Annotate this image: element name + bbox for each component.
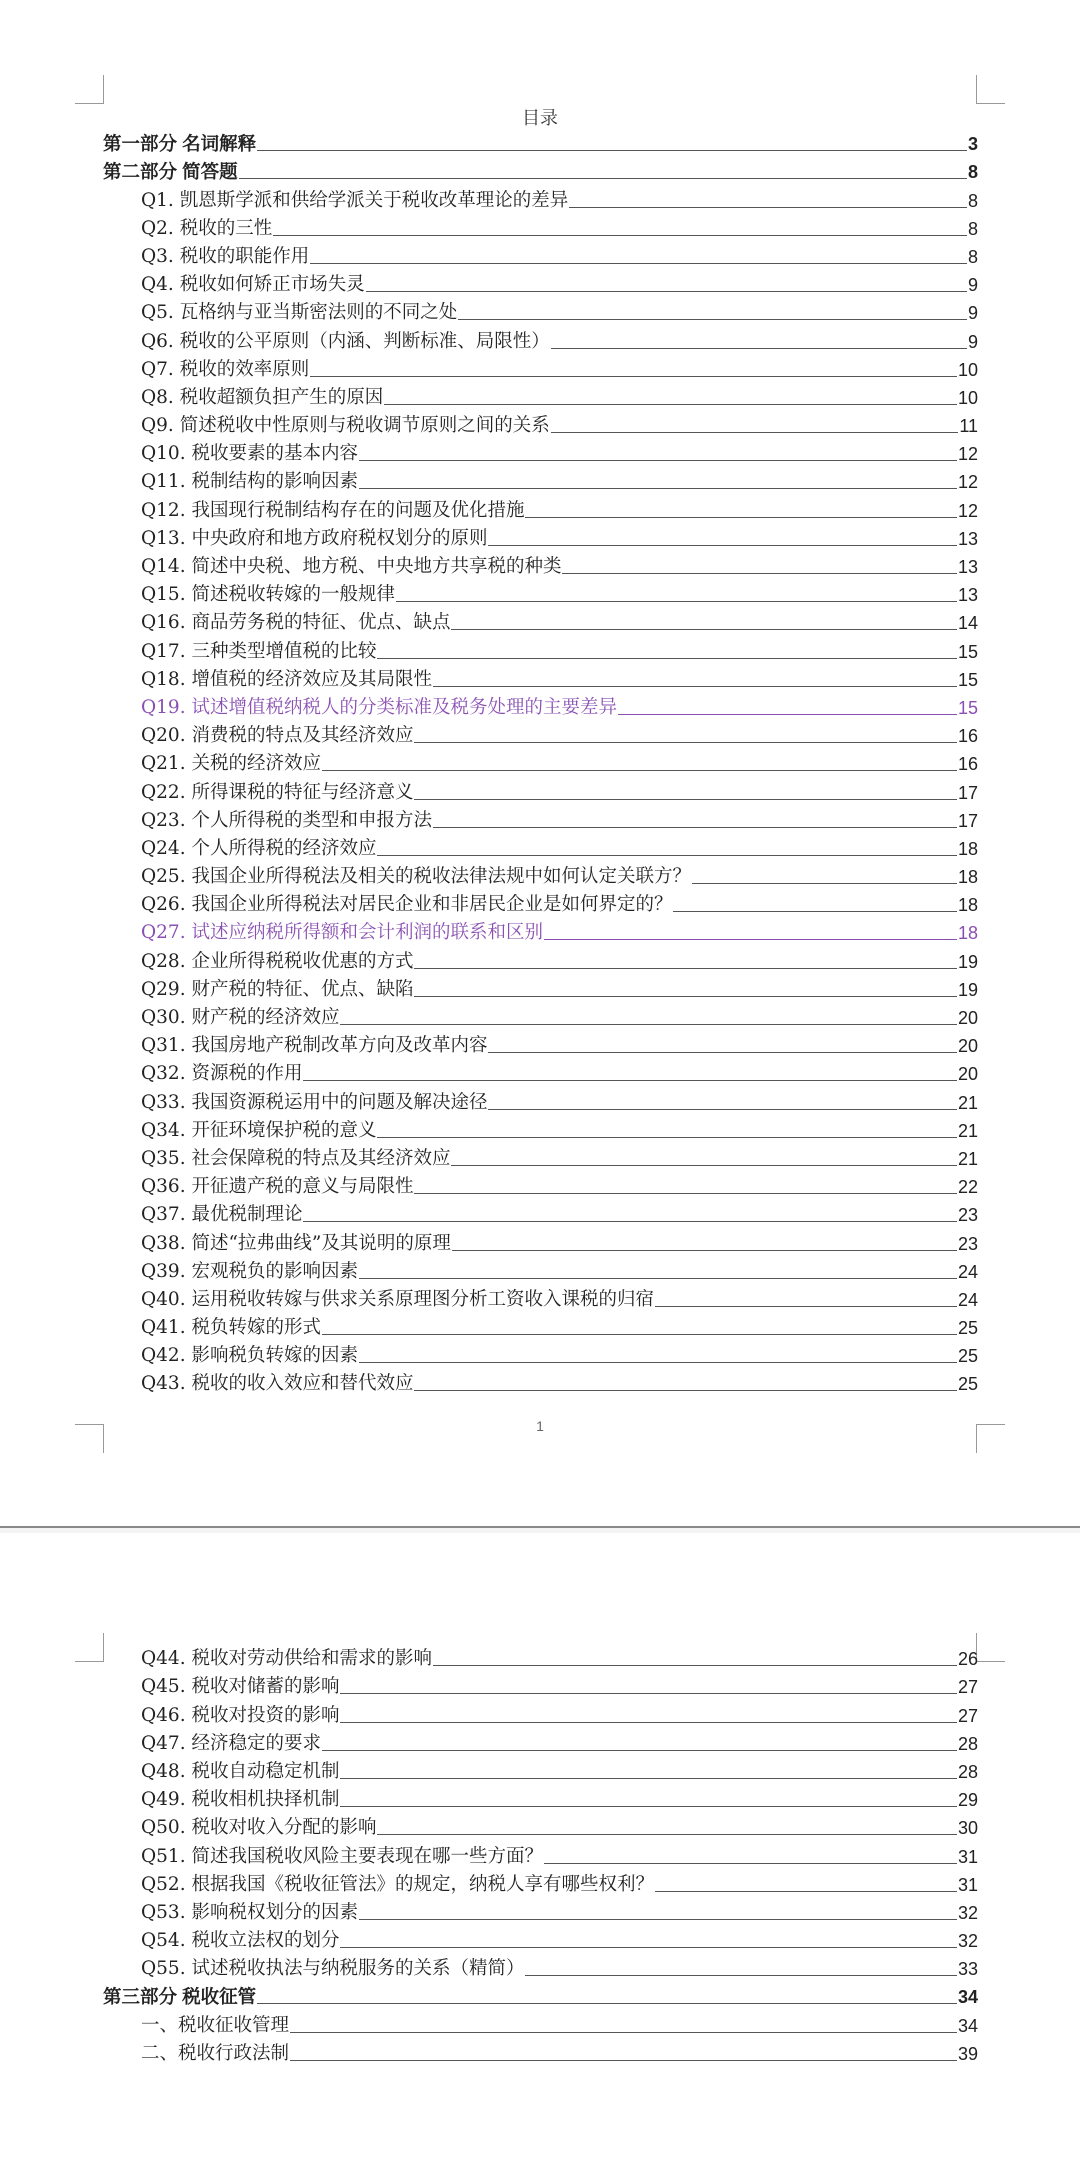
toc-entry[interactable]: Q13. 中央政府和地方政府税权划分的原则 13 [141,527,978,549]
toc-entry[interactable]: Q53. 影响税权划分的因素 32 [141,1901,978,1923]
toc-entry[interactable]: Q37. 最优税制理论 23 [141,1204,978,1226]
toc-entry[interactable]: Q14. 简述中央税、地方税、中央地方共享税的种类 13 [141,556,978,577]
toc-entry[interactable]: Q10. 税收要素的基本内容 12 [141,443,978,465]
toc-entry[interactable]: Q41. 税负转嫁的形式 25 [141,1317,978,1339]
toc-entry[interactable]: 二、税收行政法制 39 [141,2042,978,2064]
toc-entry[interactable]: Q50. 税收对收入分配的影响 30 [141,1817,978,1839]
toc-entry-visited[interactable]: Q19. 试述增值税纳税人的分类标准及税务处理的主要差异 15 [141,696,978,718]
toc-list-page-2 [103,1645,978,2068]
toc-entry[interactable]: Q44. 税收对劳动供给和需求的影响 26 [141,1648,978,1670]
toc-entry[interactable]: Q55. 试述税收执法与纳税服务的关系（精简） 33 [141,1958,978,1980]
toc-entry[interactable]: Q18. 增值税的经济效应及其局限性 15 [141,668,978,690]
toc-entry[interactable]: Q32. 资源税的作用 20 [141,1063,978,1085]
toc-entry[interactable]: Q52. 根据我国《税收征管法》的规定，纳税人享有哪些权利？ 31 [141,1873,978,1895]
toc-entry[interactable]: Q7. 税收的效率原则 10 [141,358,978,380]
toc-entry[interactable]: Q43. 税收的收入效应和替代效应 25 [141,1373,978,1395]
toc-entry[interactable]: Q38. 简述“拉弗曲线”及其说明的原理 23 [141,1232,978,1254]
toc-entry[interactable]: Q23. 个人所得税的类型和申报方法 17 [141,809,978,831]
toc-entry[interactable]: Q36. 开征遗产税的意义与局限性 22 [141,1176,978,1198]
page-corner-mark [976,1633,1005,1662]
page-number: 1 [536,1418,544,1434]
toc-entry[interactable]: Q34. 开征环境保护税的意义 21 [141,1119,978,1141]
toc-entry[interactable]: Q30. 财产税的经济效应 20 [141,1007,978,1028]
toc-entry[interactable]: Q35. 社会保障税的特点及其经济效应 21 [141,1147,978,1169]
toc-entry[interactable]: Q11. 税制结构的影响因素 12 [141,471,978,493]
toc-entry-visited[interactable]: Q27. 试述应纳税所得额和会计利润的联系和区别 18 [141,922,978,944]
toc-entry[interactable]: Q16. 商品劳务税的特征、优点、缺点 14 [141,612,978,634]
toc-entry[interactable]: Q6. 税收的公平原则（内涵、判断标准、局限性） 9 [141,330,978,352]
toc-entry[interactable]: Q28. 企业所得税税收优惠的方式 19 [141,950,978,972]
page-corner-mark [75,75,104,104]
toc-entry[interactable]: Q26. 我国企业所得税法对居民企业和非居民企业是如何界定的？ 18 [141,894,978,916]
toc-entry[interactable]: 第二部分 简答题 8 [103,161,978,183]
toc-entry[interactable]: Q29. 财产税的特征、优点、缺陷 19 [141,978,978,1000]
toc-entry[interactable]: Q4. 税收如何矫正市场失灵 9 [141,274,978,296]
toc-entry[interactable]: Q25. 我国企业所得税法及相关的税收法律法规中如何认定关联方？ 18 [141,866,978,888]
toc-entry[interactable]: Q33. 我国资源税运用中的问题及解决途径 21 [141,1091,978,1113]
toc-entry[interactable]: Q22. 所得课税的特征与经济意义 17 [141,781,978,803]
page-corner-mark [75,1633,104,1662]
toc-entry[interactable]: 第一部分 名词解释 3 [103,133,978,155]
toc-entry[interactable]: Q42. 影响税负转嫁的因素 25 [141,1345,978,1367]
toc-entry[interactable]: Q5. 瓦格纳与亚当斯密法则的不同之处 9 [141,302,978,324]
toc-entry[interactable]: Q47. 经济稳定的要求 28 [141,1732,978,1754]
toc-entry[interactable]: Q51. 简述我国税收风险主要表现在哪一些方面？ 31 [141,1845,978,1867]
toc-title: 目录 [522,108,558,129]
toc-entry[interactable]: Q15. 简述税收转嫁的一般规律 13 [141,584,978,606]
toc-entry[interactable]: Q20. 消费税的特点及其经济效应 16 [141,725,978,747]
toc-entry[interactable]: 一、税收征收管理 34 [141,2014,978,2036]
toc-entry[interactable]: Q48. 税收自动稳定机制 28 [141,1760,978,1782]
toc-entry[interactable]: Q40. 运用税收转嫁与供求关系原理图分析工资收入课税的归宿 24 [141,1288,978,1310]
toc-entry[interactable]: Q54. 税收立法权的划分 32 [141,1930,978,1952]
toc-entry[interactable]: Q9. 简述税收中性原则与税收调节原则之间的关系 11 [141,415,978,437]
toc-entry[interactable]: Q1. 凯恩斯学派和供给学派关于税收改革理论的差异 8 [141,189,978,211]
toc-entry[interactable]: Q46. 税收对投资的影响 27 [141,1704,978,1726]
toc-entry[interactable]: Q45. 税收对储蓄的影响 27 [141,1676,978,1698]
toc-entry[interactable]: Q49. 税收相机抉择机制 29 [141,1789,978,1811]
toc-entry[interactable]: 第三部分 税收征管 34 [103,1986,978,2008]
toc-entry[interactable]: Q31. 我国房地产税制改革方向及改革内容 20 [141,1035,978,1057]
toc-entry[interactable]: Q17. 三种类型增值税的比较 15 [141,640,978,662]
toc-entry[interactable]: Q8. 税收超额负担产生的原因 10 [141,386,978,408]
toc-list-page-1 [103,130,978,1398]
toc-entry[interactable]: Q2. 税收的三性 8 [141,217,978,239]
toc-entry[interactable]: Q12. 我国现行税制结构存在的问题及优化措施 12 [141,499,978,521]
toc-entry[interactable]: Q39. 宏观税负的影响因素 24 [141,1260,978,1282]
document-page-2 [0,1533,1080,2166]
toc-entry[interactable]: Q21. 关税的经济效应 16 [141,753,978,775]
toc-entry[interactable]: Q3. 税收的职能作用 8 [141,245,978,267]
toc-entry[interactable]: Q24. 个人所得税的经济效应 18 [141,837,978,859]
page-corner-mark [976,75,1005,104]
